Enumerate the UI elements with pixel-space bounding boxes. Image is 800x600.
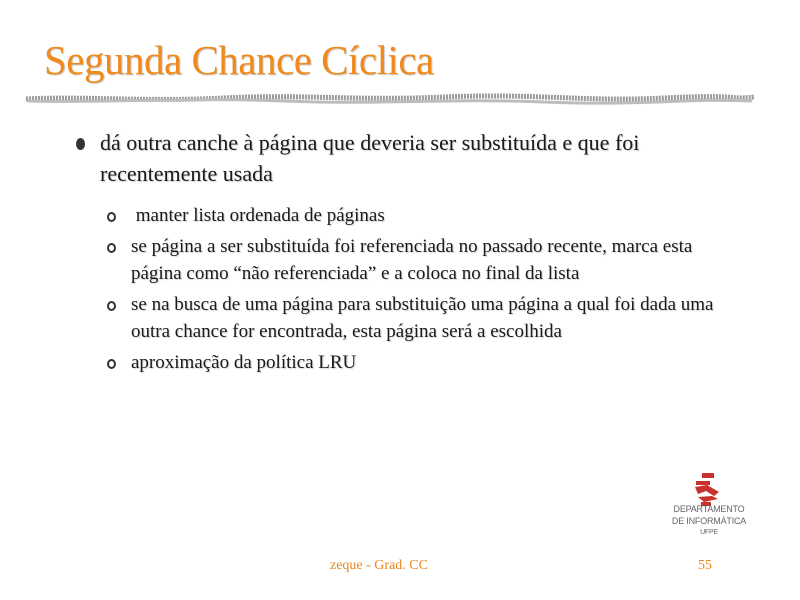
sub-bullet-text: se página a ser substituída foi referenciada no passado recente, marca esta página como “não referenciada” e a coloca no final da lista: [131, 236, 693, 284]
sub-bullet-list: [104, 202, 714, 380]
sub-bullet-text: aproximação da política LRU: [131, 352, 357, 373]
logo-text-line: DE INFORMÁTICA: [671, 516, 747, 526]
main-bullet-text: dá outra canche à página que deveria ser substituída e que foi recentemente usada: [100, 130, 640, 186]
ring-bullet-icon: [107, 243, 116, 253]
sub-bullet-text: se na busca de uma página para substituição uma página a qual foi dada uma outra chance for encontrada, esta página será a escolhida: [131, 294, 714, 342]
ring-bullet-icon: [107, 301, 116, 311]
sub-bullet-item: [104, 349, 714, 376]
dept-logo-icon: [692, 472, 722, 508]
footer-author: zeque - Grad. CC: [330, 558, 428, 573]
sub-bullet-item: [104, 291, 714, 345]
sub-bullet-item: [104, 233, 714, 287]
logo-text-line: DEPARTAMENTO: [673, 504, 745, 514]
title-underline: [24, 90, 756, 108]
dept-logo: [668, 472, 750, 542]
ring-bullet-icon: [107, 359, 116, 369]
slide-title: Segunda Chance Cíclica: [44, 37, 434, 83]
logo-text-line: UFPE: [700, 529, 718, 536]
ring-bullet-icon: [107, 212, 116, 222]
main-bullet: [70, 127, 720, 189]
page-number: 55: [698, 558, 712, 573]
sub-bullet-item: [104, 202, 714, 229]
filled-ellipse-bullet-icon: [76, 138, 85, 150]
sub-bullet-text: manter lista ordenada de páginas: [131, 205, 385, 226]
